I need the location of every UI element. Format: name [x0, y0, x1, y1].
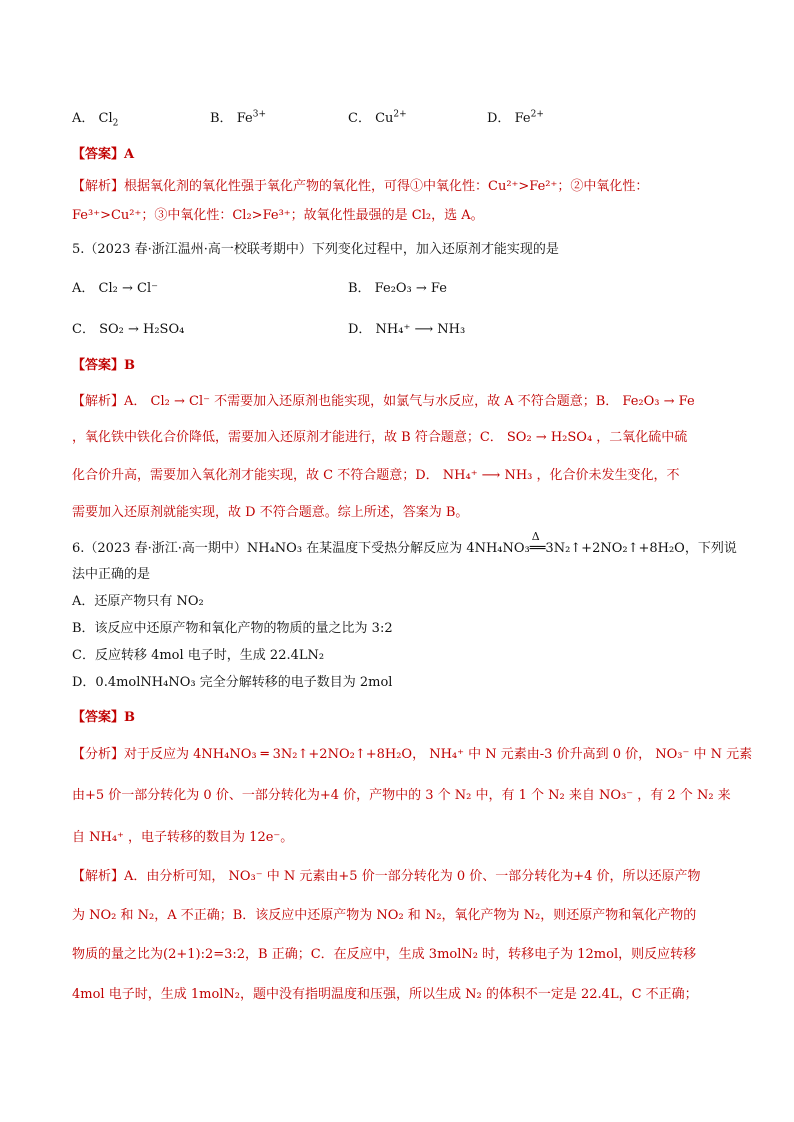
q4-analysis-line-1: 【解析】根据氧化剂的氧化性强于氧化产物的氧化性，可得①中氧化性：Cu²⁺>Fe²⁺；②中氧化性： [72, 179, 649, 194]
q6-stem-part-a: 6.（2023 春·浙江·高一期中）NH₄NO₃ 在某温度下受热分解反应为 4NH₄NO₃ [72, 541, 530, 556]
q6-jiexi-line-3: 物质的量之比为(2+1):2=3:2，B 正确；C．在反应中，生成 3molN₂ 时，转移电子为 12mol，则反应转移 [72, 947, 697, 962]
q6-fenxi-line-3: 自 NH₄⁺ ，电子转移的数目为 12e⁻。 [72, 830, 294, 845]
option-letter: D． [487, 111, 511, 126]
q6-jiexi-line-2: 为 NO₂ 和 N₂，A 不正确；B．该反应中还原产物为 NO₂ 和 N₂，氧化产物为 N₂，则还原产物和氧化产物的 [72, 908, 697, 923]
option-superscript: 2+ [393, 109, 407, 120]
q5-option-d: D． NH₄⁺ ⟶ NH₃ [348, 322, 466, 337]
q6-option-b: B．该反应中还原产物和氧化产物的物质的量之比为 3:2 [72, 621, 393, 636]
q6-option-d: D．0.4molNH₄NO₃ 完全分解转移的电子数目为 2mol [72, 675, 393, 690]
q6-jiexi-line-4: 4mol 电子时，生成 1molN₂，题中没有指明温度和压强，所以生成 N₂ 的体积不一定是 22.4L，C 不正确； [72, 987, 698, 1002]
option-superscript: 3+ [252, 109, 266, 120]
q5-answer: 【答案】B [72, 358, 135, 373]
option-formula: Fe [514, 111, 531, 126]
q5-option-a: A． Cl₂ → Cl⁻ [72, 281, 158, 296]
option-superscript: 2+ [530, 109, 544, 120]
q6-option-c: C．反应转移 4mol 电子时，生成 22.4LN₂ [72, 648, 325, 663]
q4-option-c [348, 107, 407, 126]
q6-stem-part-b: 3N₂↑+2NO₂↑+8H₂O，下列说 [545, 541, 737, 556]
q4-option-d [487, 107, 544, 126]
q5-analysis-line-1: 【解析】A． Cl₂ → Cl⁻ 不需要加入还原剂也能实现，如氯气与水反应，故 A 不符合题意；B． Fe₂O₃ → Fe [72, 394, 695, 409]
option-subscript: 2 [112, 118, 119, 129]
q5-option-c: C． SO₂ → H₂SO₄ [72, 322, 185, 337]
option-formula: Fe [236, 111, 253, 126]
option-letter: A． [72, 111, 95, 126]
option-letter: B． [210, 111, 233, 126]
q5-option-b: B． Fe₂O₃ → Fe [348, 281, 447, 296]
q6-option-a: A．还原产物只有 NO₂ [72, 594, 204, 609]
q4-analysis-line-2: Fe³⁺>Cu²⁺；③中氧化性：Cl₂>Fe³⁺；故氧化性最强的是 Cl₂，选 A。 [72, 208, 484, 223]
q6-fenxi-line-2: 由+5 价一部分转化为 0 价、一部分转化为+4 价，产物中的 3 个 N₂ 中，有 1 个 N₂ 来自 NO₃⁻ ，有 2 个 N₂ 来 [72, 788, 731, 803]
option-letter: C． [348, 111, 371, 126]
q4-answer: 【答案】A [72, 147, 135, 162]
q4-option-a [72, 107, 119, 129]
q6-stem-line-2: 法中正确的是 [72, 567, 151, 582]
q6-stem-line-1 [72, 530, 737, 559]
option-formula: Cl [98, 111, 113, 126]
q5-analysis-line-4: 需要加入还原剂就能实现，故 D 不符合题意。综上所述，答案为 B。 [72, 505, 469, 520]
q6-answer: 【答案】B [72, 710, 135, 725]
q6-delta-arrow: Δ ══ [530, 539, 546, 559]
option-formula: Cu [375, 111, 394, 126]
delta-mark: Δ [531, 530, 540, 543]
q6-jiexi-line-1: 【解析】A．由分析可知， NO₃⁻ 中 N 元素由+5 价一部分转化为 0 价、一部分转化为+4 价，所以还原产物 [72, 869, 701, 884]
q5-analysis-line-3: 化合价升高，需要加入氧化剂才能实现，故 C 不符合题意；D． NH₄⁺ ⟶ NH₃ ，化合价未发生变化，不 [72, 468, 680, 483]
q5-stem: 5.（2023 春·浙江温州·高一校联考期中）下列变化过程中，加入还原剂才能实现的是 [72, 242, 559, 257]
q4-option-b [210, 107, 266, 126]
q6-fenxi-line-1: 【分析】对于反应为 4NH₄NO₃ ═ 3N₂↑+2NO₂↑+8H₂O， NH₄⁺ 中 N 元素由-3 价升高到 0 价， NO₃⁻ 中 N 元素 [72, 747, 753, 762]
q5-analysis-line-2: ，氧化铁中铁化合价降低，需要加入还原剂才能进行，故 B 符合题意；C． SO₂ → H₂SO₄ ，二氧化硫中硫 [72, 430, 688, 445]
